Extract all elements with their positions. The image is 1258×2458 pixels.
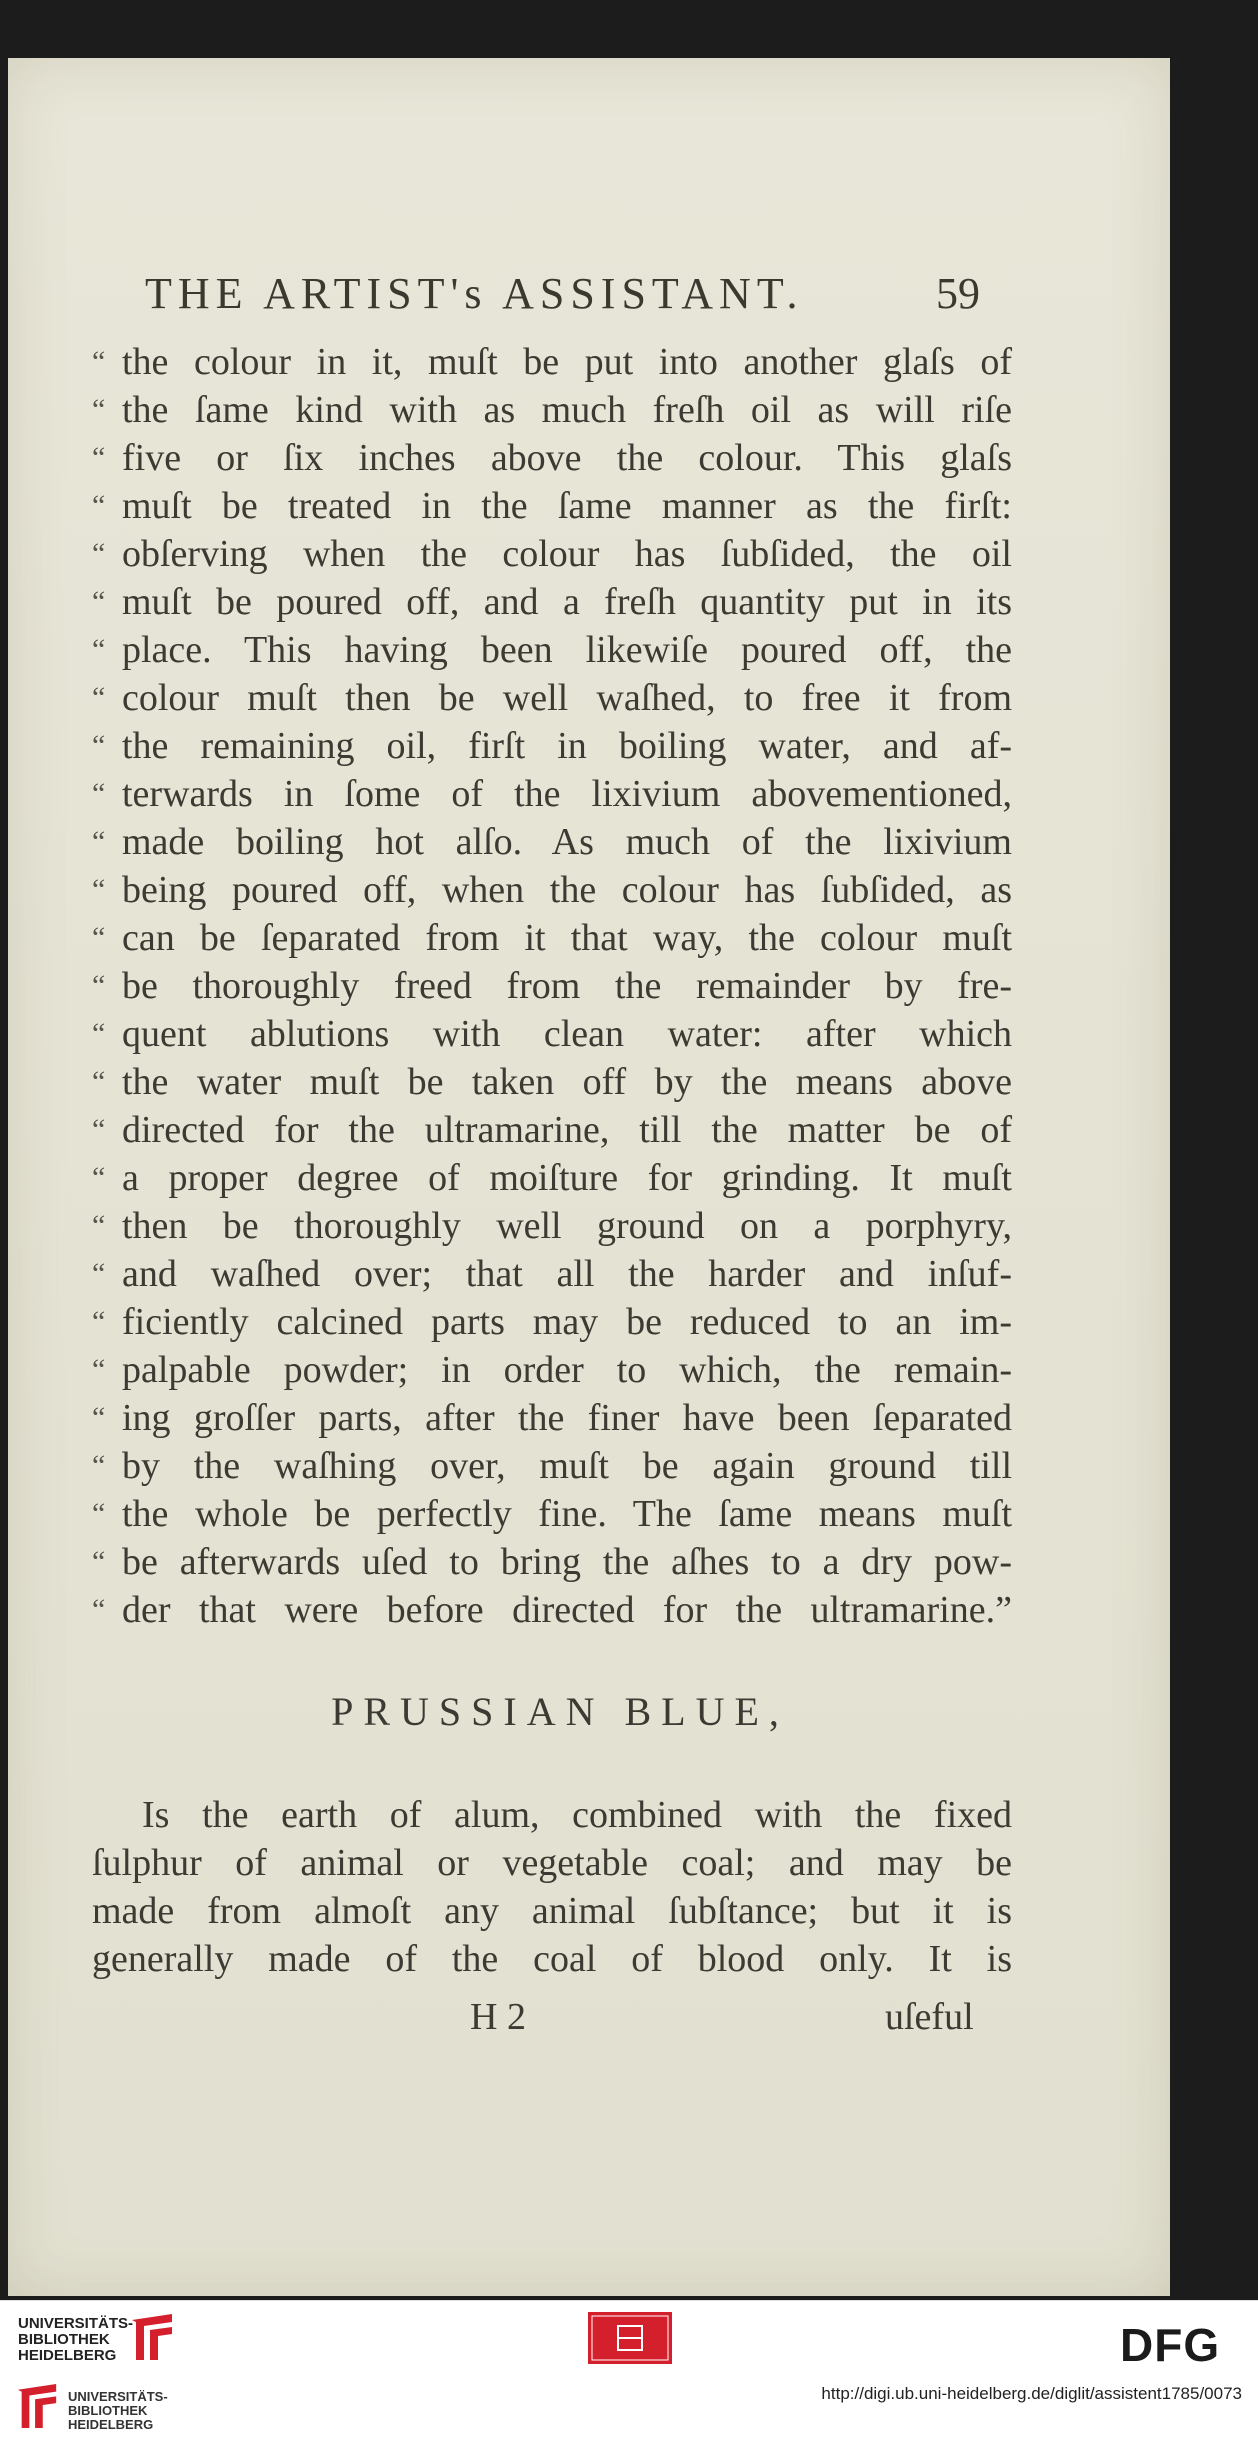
- quote-mark: “: [92, 345, 106, 378]
- line-text: a proper degree of moiſture for grinding. It muſt: [122, 1157, 1012, 1199]
- library-logo-top[interactable]: [18, 2316, 133, 2364]
- text-line: [92, 1586, 1012, 1634]
- line-text: muſt be treated in the ſame manner as the firſt:: [122, 485, 1012, 527]
- line-text: and waſhed over; that all the harder and inſuf-: [122, 1253, 1012, 1295]
- library-mark-icon: [14, 2380, 60, 2432]
- quote-mark: “: [92, 1353, 106, 1386]
- line-text: can be ſeparated from it that way, the colour muſt: [122, 917, 1012, 959]
- line-text: place. This having been likewiſe poured off, the: [122, 629, 1012, 671]
- text-line: [92, 1791, 1012, 1839]
- text-line: [92, 1442, 1012, 1490]
- text-line: [92, 1839, 1012, 1887]
- text-line: [92, 962, 1012, 1010]
- permalink-url[interactable]: http://digi.ub.uni-heidelberg.de/diglit/assistent1785/0073: [821, 2384, 1242, 2403]
- line-text: be thoroughly freed from the remainder by fre-: [122, 965, 1012, 1007]
- quote-mark: “: [92, 729, 106, 762]
- line-text: the water muſt be taken off by the means above: [122, 1061, 1012, 1103]
- text-line: [92, 818, 1012, 866]
- text-line: [92, 1490, 1012, 1538]
- quote-mark: “: [92, 777, 106, 810]
- line-text: palpable powder; in order to which, the remain-: [122, 1349, 1012, 1391]
- quote-mark: “: [92, 393, 106, 426]
- text-line: [92, 530, 1012, 578]
- quote-mark: “: [92, 1593, 106, 1626]
- quote-mark: “: [92, 585, 106, 618]
- text-line: [92, 770, 1012, 818]
- library-logo-bottom[interactable]: [68, 2390, 168, 2432]
- line-text: made from almoſt any animal ſubſtance; but it is: [92, 1890, 1012, 1932]
- line-text: terwards in ſome of the lixivium abovementioned,: [122, 773, 1012, 815]
- text-line: [92, 1058, 1012, 1106]
- quote-mark: “: [92, 1065, 106, 1098]
- dfg-logo[interactable]: DFG: [1120, 2319, 1221, 2371]
- text-line: [92, 1935, 1012, 1983]
- quote-mark: “: [92, 633, 106, 666]
- running-head: [145, 268, 980, 328]
- text-line: [92, 1887, 1012, 1935]
- line-text: five or ſix inches above the colour. This glaſs: [122, 437, 1012, 479]
- quote-mark: “: [92, 1017, 106, 1050]
- quote-mark: “: [92, 537, 106, 570]
- line-text: ing groſſer parts, after the finer have been ſeparated: [122, 1397, 1012, 1439]
- quote-mark: “: [92, 441, 106, 474]
- text-line: [92, 434, 1012, 482]
- text-line: [92, 1250, 1012, 1298]
- text-line: [92, 1010, 1012, 1058]
- text-line: [92, 1394, 1012, 1442]
- library-name: UNIVERSITÄTS- BIBLIOTHEK HEIDELBERG: [68, 2389, 168, 2432]
- line-text: being poured off, when the colour has ſubſided, as: [122, 869, 1012, 911]
- quote-mark: “: [92, 489, 106, 522]
- quote-mark: “: [92, 1497, 106, 1530]
- running-title: THE ARTIST's ASSISTANT.: [145, 269, 804, 318]
- line-text: directed for the ultramarine, till the matter be of: [122, 1109, 1012, 1151]
- text-line: [92, 722, 1012, 770]
- heritage-seal-icon: [588, 2312, 672, 2364]
- text-line: [92, 1298, 1012, 1346]
- line-text: colour muſt then be well waſhed, to free it from: [122, 677, 1012, 719]
- text-line: [92, 1346, 1012, 1394]
- quote-mark: “: [92, 1449, 106, 1482]
- section-heading: PRUSSIAN BLUE,: [331, 1689, 789, 1734]
- paragraph: [92, 1791, 1012, 1983]
- line-text: the colour in it, muſt be put into another glaſs of: [122, 341, 1012, 383]
- page-number: 59: [936, 269, 980, 318]
- text-line: [92, 1538, 1012, 1586]
- line-text: generally made of the coal of blood only. It is: [92, 1938, 1012, 1980]
- line-text: the whole be perfectly fine. The ſame means muſt: [122, 1493, 1012, 1535]
- quote-mark: “: [92, 921, 106, 954]
- text-line: [92, 866, 1012, 914]
- quote-mark: “: [92, 873, 106, 906]
- line-text: be afterwards uſed to bring the aſhes to a dry pow-: [122, 1541, 1012, 1583]
- signature-mark: H 2: [470, 1996, 526, 2038]
- line-text: ficiently calcined parts may be reduced to an im-: [122, 1301, 1012, 1343]
- quote-mark: “: [92, 1161, 106, 1194]
- quote-mark: “: [92, 681, 106, 714]
- catchword: uſeful: [885, 1996, 974, 2038]
- quote-mark: “: [92, 1401, 106, 1434]
- text-line: [92, 1154, 1012, 1202]
- library-name: UNIVERSITÄTS- BIBLIOTHEK HEIDELBERG: [18, 2315, 134, 2364]
- text-line: [92, 338, 1012, 386]
- line-text: then be thoroughly well ground on a porphyry,: [122, 1205, 1012, 1247]
- quoted-text-block: [92, 338, 1012, 1634]
- text-line: [92, 1106, 1012, 1154]
- quote-mark: “: [92, 1209, 106, 1242]
- line-text: Is the earth of alum, combined with the fixed: [142, 1794, 1012, 1836]
- line-text: der that were before directed for the ultramarine.”: [122, 1589, 1012, 1631]
- line-text: muſt be poured off, and a freſh quantity put in its: [122, 581, 1012, 623]
- quote-mark: “: [92, 825, 106, 858]
- text-line: [92, 482, 1012, 530]
- line-text: by the waſhing over, muſt be again ground till: [122, 1445, 1012, 1487]
- line-text: the ſame kind with as much freſh oil as will riſe: [122, 389, 1012, 431]
- line-text: obſerving when the colour has ſubſided, the oil: [122, 533, 1012, 575]
- quote-mark: “: [92, 1545, 106, 1578]
- text-line: [92, 386, 1012, 434]
- quote-mark: “: [92, 1113, 106, 1146]
- text-line: [92, 626, 1012, 674]
- quote-mark: “: [92, 969, 106, 1002]
- line-text: made boiling hot alſo. As much of the lixivium: [122, 821, 1012, 863]
- library-mark-icon: [128, 2310, 176, 2364]
- text-line: [92, 578, 1012, 626]
- text-line: [92, 1202, 1012, 1250]
- line-text: the remaining oil, firſt in boiling water, and af-: [122, 725, 1012, 767]
- line-text: ſulphur of animal or vegetable coal; and may be: [92, 1842, 1012, 1884]
- text-line: [92, 914, 1012, 962]
- text-line: [92, 674, 1012, 722]
- quote-mark: “: [92, 1257, 106, 1290]
- quote-mark: “: [92, 1305, 106, 1338]
- line-text: quent ablutions with clean water: after which: [122, 1013, 1012, 1055]
